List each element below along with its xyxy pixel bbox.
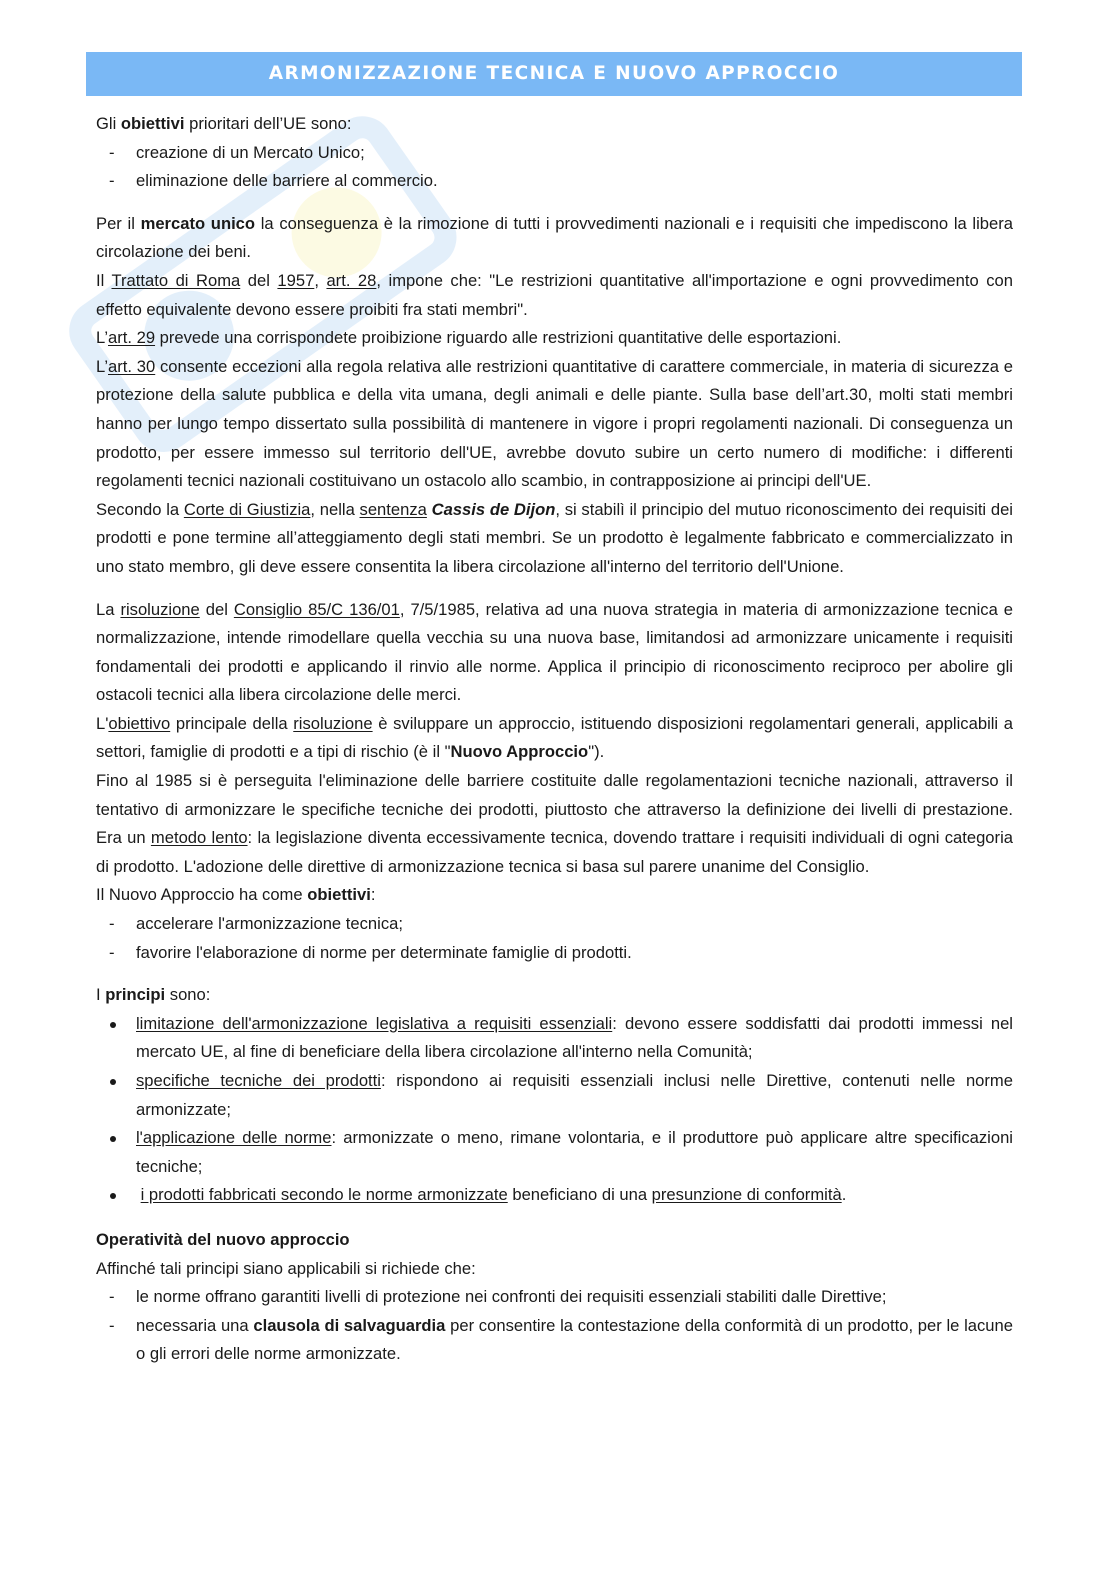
list-item: - creazione di un Mercato Unico; (96, 139, 1013, 168)
paragraph-nuovo-approccio-obiettivi: Il Nuovo Approccio ha come obiettivi: (96, 885, 376, 905)
paragraph-operativita-intro: Affinché tali principi siano applicabili si richiede che: (96, 1258, 476, 1278)
page-title: ARMONIZZAZIONE TECNICA E NUOVO APPROCCIO (86, 52, 1022, 96)
paragraph-principi: I principi sono: (96, 985, 211, 1005)
principi-list (96, 1010, 1013, 1210)
list-item: specifiche tecniche dei prodotti: rispondono ai requisiti essenziali inclusi nelle Direttive, contenuti nelle norme armonizzate; (96, 1067, 1013, 1124)
document-body (86, 96, 1022, 1369)
paragraph-trattato-roma: Il Trattato di Roma del 1957, art. 28, impone che: "Le restrizioni quantitative all'importazione e ogni provvedimento con effetto equivalente devono essere proibiti fra stati membri". (96, 270, 1013, 319)
list-item: l'applicazione delle norme: armonizzate o meno, rimane volontaria, e il produttore può applicare altre specificazioni tecniche; (96, 1124, 1013, 1181)
list-item: - necessaria una clausola di salvaguardia per consentire la contestazione della conformità di un prodotto, per le lacune o gli errori delle norme armonizzate. (96, 1312, 1013, 1369)
paragraph-cassis-de-dijon: Secondo la Corte di Giustizia, nella sentenza Cassis de Dijon, si stabilì il principio del mutuo riconoscimento dei requisiti dei prodotti e pone termine all’atteggiamento degli stati membri. Se un prodotto è legalmente fabbricato e commercializzato in uno stato membro, gli deve essere consentita la libera circolazione all'interno del territorio dell'Unione. (96, 499, 1013, 576)
paragraph-art-29: L’art. 29 prevede una corrispondete proibizione riguardo alle restrizioni quantitative delle esportazioni. (96, 328, 842, 348)
intro-paragraph: Gli obiettivi prioritari dell’UE sono: (96, 114, 352, 133)
list-item: i prodotti fabbricati secondo le norme armonizzate beneficiano di una presunzione di conformità. (96, 1181, 1013, 1210)
operativita-list (96, 1283, 1013, 1369)
list-item: - le norme offrano garantiti livelli di protezione nei confronti dei requisiti essenziali stabiliti dalle Direttive; (96, 1283, 1013, 1312)
objectives-list (96, 139, 1013, 196)
paragraph-obiettivo: L'obiettivo principale della risoluzione è sviluppare un approccio, istituendo disposizioni regolamentari generali, applicabili a settori, famiglie di prodotti e a tipi di rischio (è il "Nuovo Approccio"). (96, 713, 1014, 762)
nuovo-approccio-list (96, 910, 1013, 967)
list-item: limitazione dell'armonizzazione legislativa a requisiti essenziali: devono essere soddisfatti dai prodotti immessi nel mercato UE, al fine di beneficiare della libera circolazione all'interno nella Comunità; (96, 1010, 1013, 1067)
paragraph-mercato-unico: Per il mercato unico la conseguenza è la rimozione di tutti i provvedimenti nazionali e i requisiti che impediscono la libera circolazione dei beni. (96, 213, 1014, 262)
list-item: - accelerare l'armonizzazione tecnica; (96, 910, 1013, 939)
document-page (86, 52, 1022, 1369)
paragraph-art-30: L’art. 30 consente eccezioni alla regola relativa alle restrizioni quantitative di carattere commerciale, in materia di sicurezza e protezione della salute pubblica e della vita umana, degli animali e delle piante. Sulla base dell’art.30, molti stati membri hanno per lungo tempo dissertato sulla possibilità di mantenere in vigore i propri regolamenti nazionali. Di conseguenza un prodotto, per essere immesso sul territorio dell'UE, avrebbe dovuto subire un certo numero di modifiche: i differenti regolamenti tecnici nazionali costituivano un ostacolo allo scambio, in contrapposizione ai principi dell'UE. (96, 356, 1013, 491)
section-heading-operativita: Operatività del nuovo approccio (96, 1229, 350, 1249)
list-item: - favorire l'elaborazione di norme per determinate famiglie di prodotti. (96, 939, 1013, 968)
list-item: - eliminazione delle barriere al commercio. (96, 167, 1013, 196)
paragraph-risoluzione: La risoluzione del Consiglio 85/C 136/01, 7/5/1985, relativa ad una nuova strategia in materia di armonizzazione tecnica e normalizzazione, intende rimodellare quella vecchia su una nuova base, limitandosi ad armonizzare unicamente i requisiti fondamentali dei prodotti e applicando il rinvio alle norme. Applica il principio di riconoscimento reciproco per abolire gli ostacoli tecnici alla libera circolazione delle merci. (96, 599, 1014, 705)
paragraph-fino-al-1985: Fino al 1985 si è perseguita l'eliminazione delle barriere costituite dalle regolamentazioni tecniche nazionali, attraverso il tentativo di armonizzare le specifiche tecniche dei prodotti, piuttosto che attraverso la definizione dei livelli di prestazione. Era un metodo lento: la legislazione diventa eccessivamente tecnica, dovendo trattare i requisiti individuali di ogni categoria di prodotto. L'adozione delle direttive di armonizzazione tecnica si basa sul parere unanime del Consiglio. (96, 771, 1013, 876)
